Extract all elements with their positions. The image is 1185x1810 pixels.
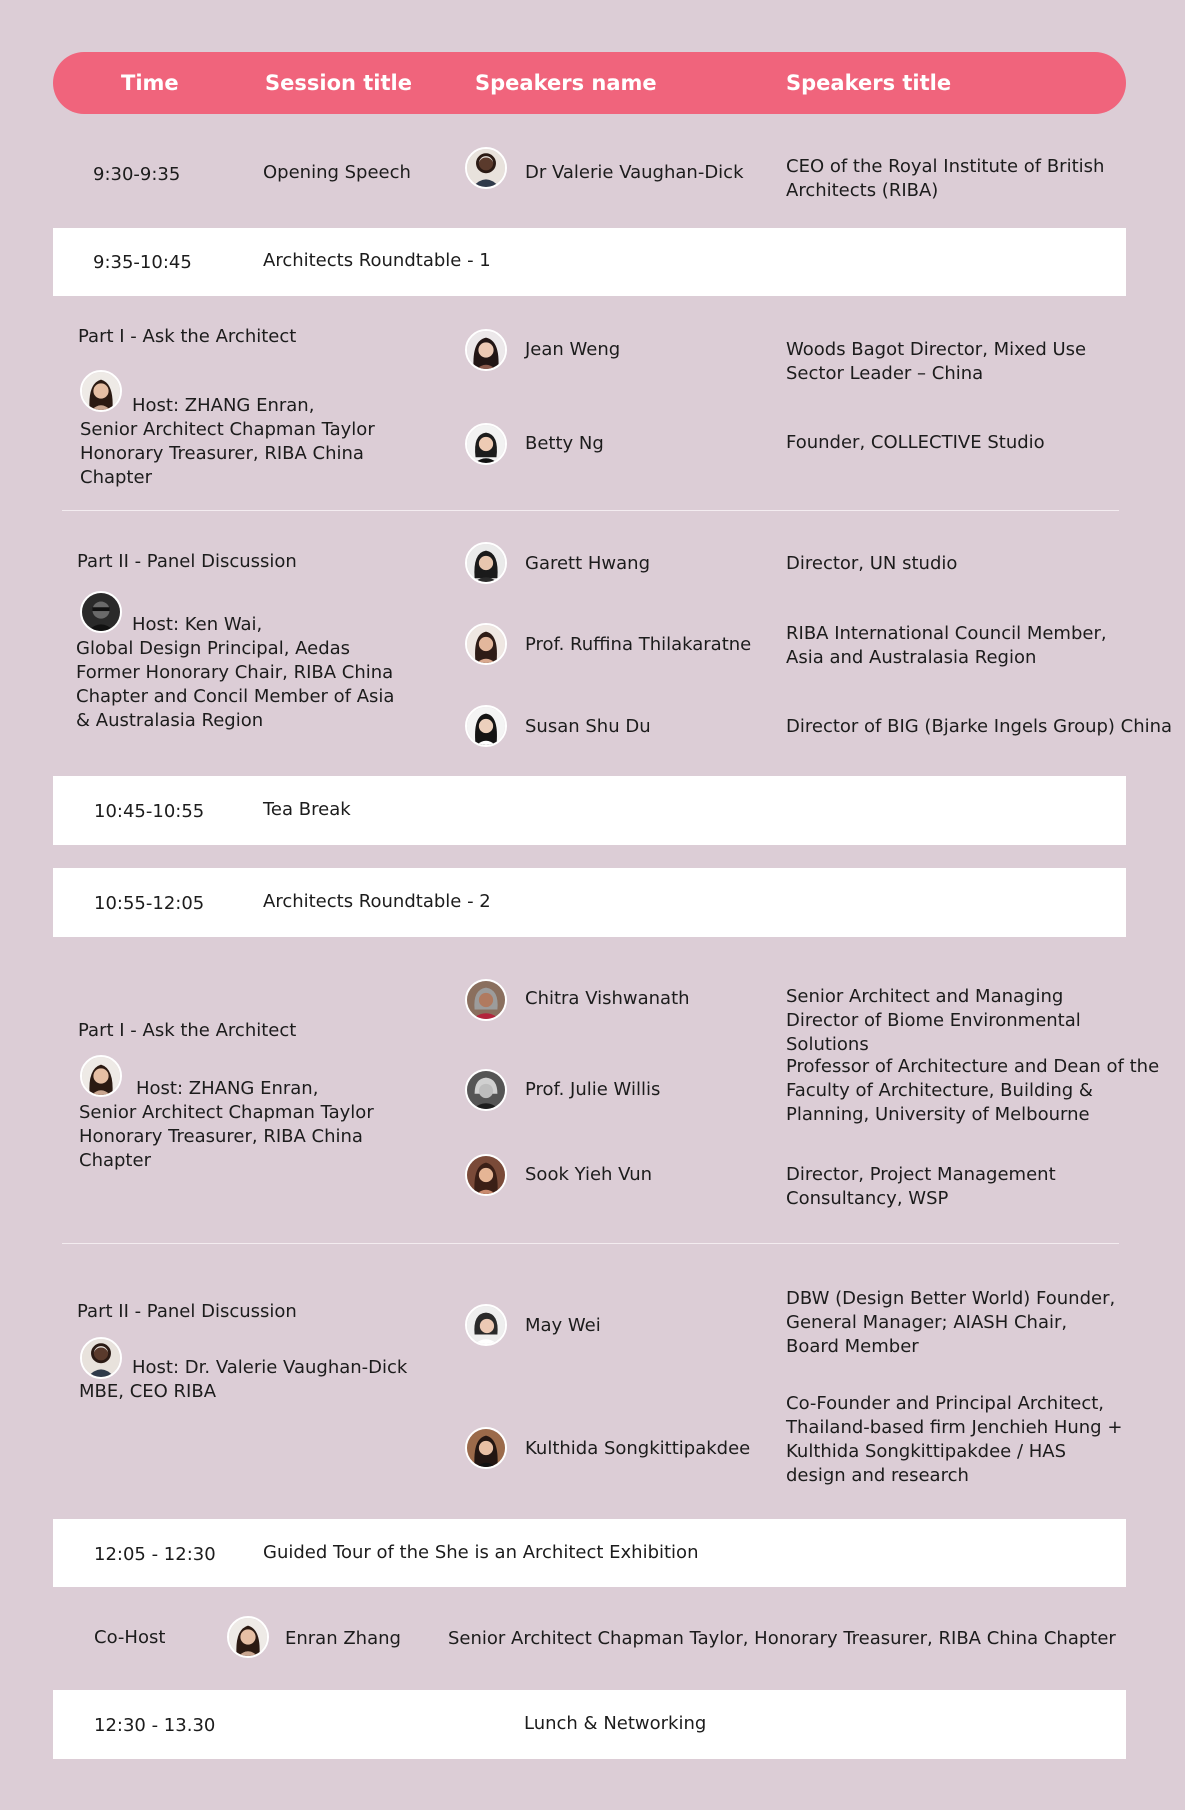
host-desc: Senior Architect Chapman Taylor Honorary Treasurer, RIBA China Chapter <box>79 1102 374 1171</box>
host-line: Host: Ken Wai, <box>132 614 263 635</box>
host-line: Host: Dr. Valerie Vaughan-Dick <box>132 1357 408 1378</box>
session-band-roundtable-2 <box>53 868 1126 937</box>
avatar <box>465 1069 507 1111</box>
part-label: Part I - Ask the Architect <box>78 1020 297 1041</box>
speaker-name: Prof. Ruffina Thilakaratne <box>525 634 752 655</box>
host-avatar <box>80 591 122 633</box>
session-band-roundtable-1 <box>53 228 1126 296</box>
band-time: 12:30 - 13.30 <box>94 1715 216 1736</box>
avatar <box>465 423 507 465</box>
band-title: Tea Break <box>263 799 351 820</box>
host-avatar <box>80 370 122 412</box>
avatar <box>465 1304 507 1346</box>
session-band-tea-break <box>53 776 1126 845</box>
speaker-title: DBW (Design Better World) Founder, General Manager; AIASH Chair, Board Member <box>786 1288 1116 1357</box>
speaker-title: RIBA International Council Member, Asia and Australasia Region <box>786 623 1107 668</box>
speaker-name: Garett Hwang <box>525 553 651 574</box>
speaker-name: Chitra Vishwanath <box>525 988 690 1009</box>
speaker-name: Jean Weng <box>525 339 621 360</box>
speaker-name: Prof. Julie Willis <box>525 1079 661 1100</box>
session-band-guided-tour <box>53 1519 1126 1587</box>
speaker-name: May Wei <box>525 1315 601 1336</box>
speaker-title: Director, UN studio <box>786 553 958 574</box>
divider <box>62 1243 1119 1244</box>
band-title: Architects Roundtable - 2 <box>263 891 491 912</box>
host-line: Host: ZHANG Enran, <box>136 1078 319 1099</box>
cohost-title: Senior Architect Chapman Taylor, Honorary Treasurer, RIBA China Chapter <box>448 1628 1116 1649</box>
avatar <box>465 329 507 371</box>
header-speakers-title: Speakers title <box>786 71 952 95</box>
speaker-title: Director of BIG (Bjarke Ingels Group) China <box>786 716 1173 737</box>
header-time: Time <box>121 71 179 95</box>
avatar <box>465 979 507 1021</box>
part-label: Part II - Panel Discussion <box>77 1301 297 1322</box>
avatar <box>465 623 507 665</box>
host-desc: Senior Architect Chapman Taylor Honorary Treasurer, RIBA China Chapter <box>80 419 375 488</box>
host-desc: Global Design Principal, Aedas Former Honorary Chair, RIBA China Chapter and Concil Member of Asia & Australasia Region <box>76 638 395 731</box>
band-title: Lunch & Networking <box>524 1713 707 1734</box>
avatar <box>465 147 507 189</box>
speaker-title: Senior Architect and Managing Director of Biome Environmental Solutions <box>786 986 1081 1055</box>
speaker-title: Founder, COLLECTIVE Studio <box>786 432 1045 453</box>
table-header <box>53 52 1126 114</box>
speaker-title: Co-Founder and Principal Architect, Thailand-based firm Jenchieh Hung + Kulthida Songkittipakdee / HAS design and research <box>786 1393 1123 1486</box>
avatar <box>465 542 507 584</box>
speaker-name: Dr Valerie Vaughan-Dick <box>525 162 744 183</box>
avatar <box>465 1427 507 1469</box>
speaker-name: Sook Yieh Vun <box>525 1164 653 1185</box>
host-desc: MBE, CEO RIBA <box>79 1381 217 1402</box>
speaker-name: Kulthida Songkittipakdee <box>525 1438 751 1459</box>
band-time: 10:55-12:05 <box>94 893 205 914</box>
band-time: 12:05 - 12:30 <box>94 1544 216 1565</box>
host-line: Host: ZHANG Enran, <box>132 395 315 416</box>
avatar <box>465 1154 507 1196</box>
row-time: 9:30-9:35 <box>93 164 181 185</box>
header-speakers-name: Speakers name <box>475 71 657 95</box>
row-session: Opening Speech <box>263 162 411 183</box>
host-avatar <box>80 1055 122 1097</box>
speaker-name: Betty Ng <box>525 433 604 454</box>
part-label: Part II - Panel Discussion <box>77 551 297 572</box>
avatar <box>227 1616 269 1658</box>
speaker-title: Director, Project Management Consultancy, WSP <box>786 1164 1056 1209</box>
band-time: 9:35-10:45 <box>93 252 192 273</box>
session-band-lunch <box>53 1690 1126 1759</box>
speaker-name: Susan Shu Du <box>525 716 651 737</box>
cohost-name: Enran Zhang <box>285 1628 401 1649</box>
cohost-label: Co-Host <box>94 1627 166 1648</box>
speaker-title: Professor of Architecture and Dean of the Faculty of Architecture, Building & Planning, University of Melbourne <box>786 1056 1160 1125</box>
speaker-title: Woods Bagot Director, Mixed Use Sector Leader – China <box>786 339 1087 384</box>
divider <box>62 510 1119 511</box>
header-session-title: Session title <box>265 71 412 95</box>
speaker-title: CEO of the Royal Institute of British Architects (RIBA) <box>786 156 1105 201</box>
part-label: Part I - Ask the Architect <box>78 326 297 347</box>
avatar <box>465 705 507 747</box>
band-time: 10:45-10:55 <box>94 801 205 822</box>
band-title: Guided Tour of the She is an Architect Exhibition <box>263 1542 699 1563</box>
band-title: Architects Roundtable - 1 <box>263 250 491 271</box>
host-avatar <box>80 1337 122 1379</box>
